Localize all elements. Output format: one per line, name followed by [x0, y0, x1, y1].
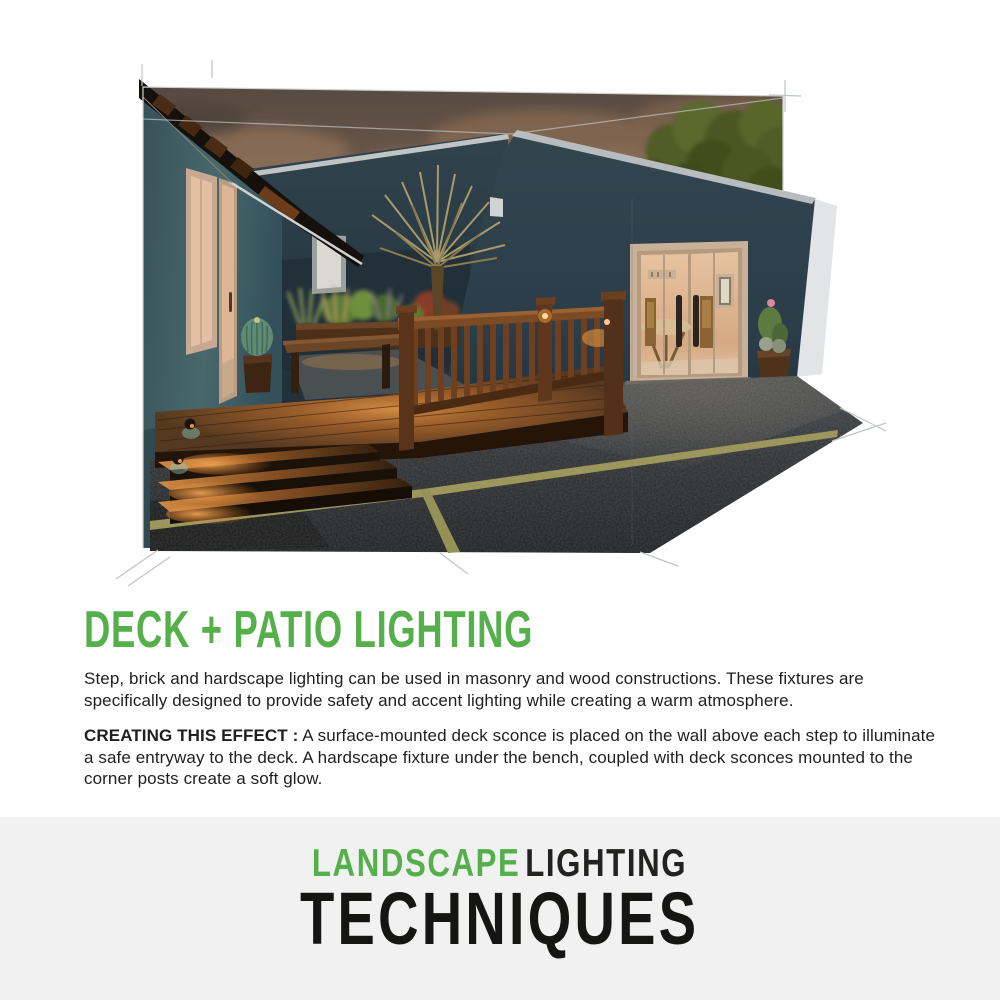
lit-window [186, 168, 217, 355]
brand-word-landscape: LANDSCAPE [312, 842, 521, 885]
section-heading: DECK + PATIO LIGHTING [84, 601, 534, 659]
effect-label: CREATING THIS EFFECT : [84, 726, 299, 745]
lit-door [219, 178, 237, 404]
brand-line-2 [0, 877, 1000, 960]
article-section [84, 601, 936, 804]
vent [490, 197, 503, 217]
effect-paragraph [84, 725, 936, 790]
french-doors [622, 241, 754, 390]
brand-word-lighting: LIGHTING [525, 842, 688, 885]
door-handle [676, 295, 682, 347]
post-sconce [604, 319, 610, 325]
left-post [396, 305, 417, 451]
brand-footer [0, 817, 1000, 1000]
brand-word-techniques: TECHNIQUES [300, 877, 700, 960]
door-handle [693, 295, 699, 347]
effect-text: A surface-mounted deck sconce is placed on the wall above each step to illuminate a safe entryway to the deck. A hardscape fixture under the bench, coupled with deck sconces mounted to the corner posts create a soft glow. [84, 726, 936, 788]
post-sconce [542, 313, 548, 319]
intro-paragraph: Step, brick and hardscape lighting can be used in masonry and wood constructions. These fixtures are specifically designed to provide safety and accent lighting while creating a warm atmosphere. [84, 669, 864, 710]
